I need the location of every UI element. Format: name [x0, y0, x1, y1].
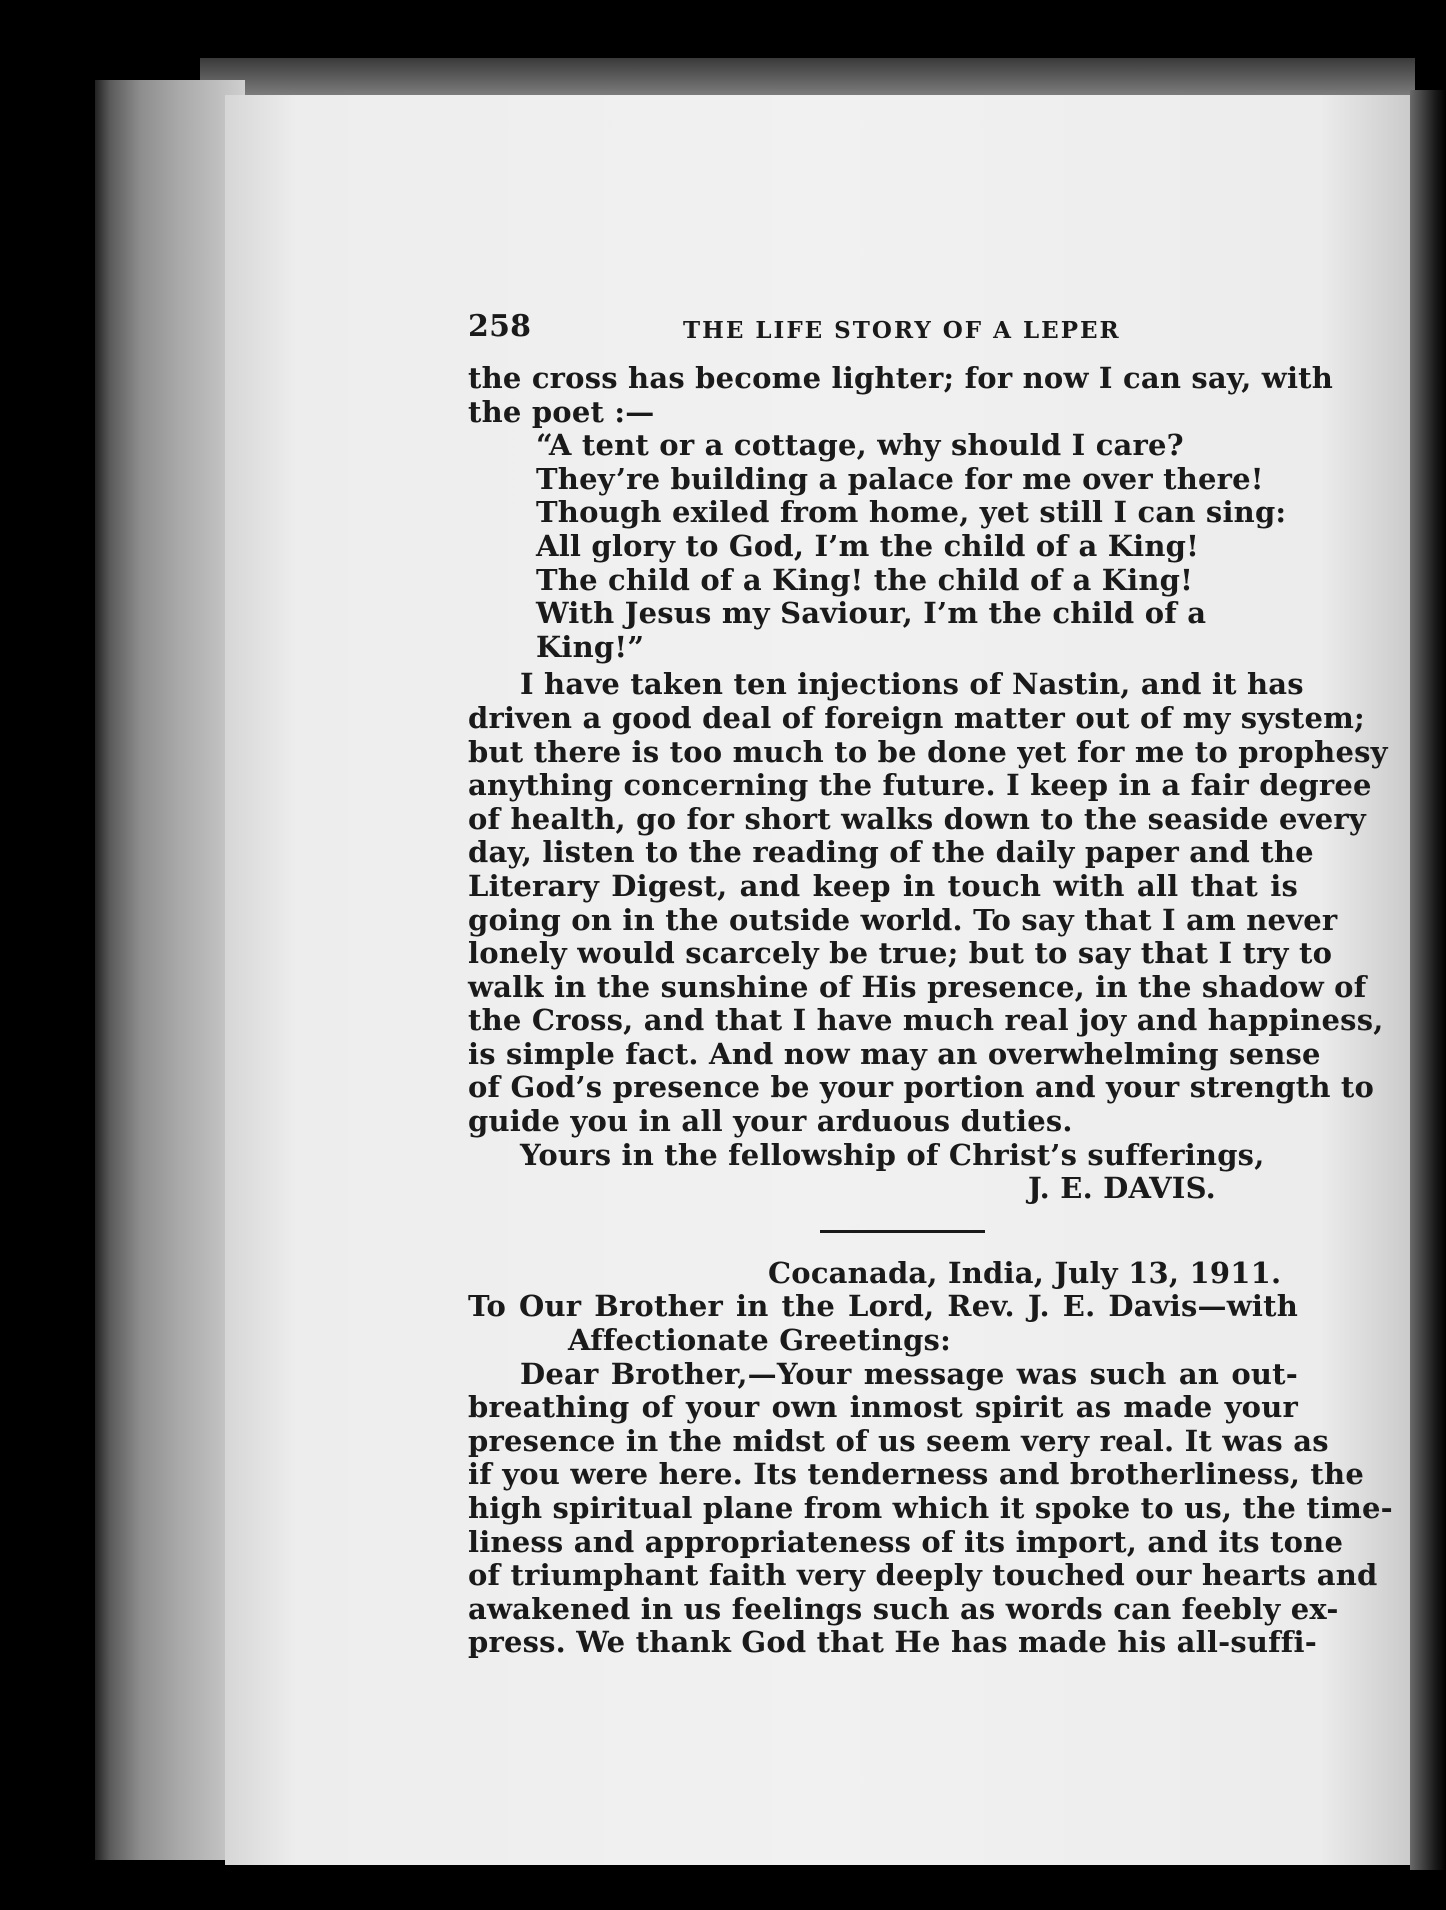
text-line: presence in the midst of us seem very real. It was as — [468, 1423, 1329, 1458]
text-line: is simple fact. And now may an overwhelming sense — [468, 1036, 1321, 1071]
letter-paragraph-2 — [468, 1356, 1393, 1660]
page-text — [468, 309, 1393, 1660]
poem-line: All glory to God, I’m the child of a King! — [536, 528, 1200, 563]
text-line: of God’s presence be your portion and your strength to — [468, 1070, 1375, 1105]
poem-line: With Jesus my Saviour, I’m the child of a King!” — [536, 596, 1207, 664]
text-line: of health, go for short walks down to the seaside every — [468, 801, 1366, 836]
poem-line: They’re building a palace for me over there! — [536, 461, 1264, 496]
text-line: Literary Digest, and keep in touch with all that is — [468, 868, 1298, 903]
text-line: guide you in all your arduous duties. — [468, 1104, 1073, 1139]
dateline: Cocanada, India, July 13, 1911. — [768, 1255, 1282, 1290]
poem-line: The child of a King! the child of a King! — [536, 562, 1194, 597]
address-line: Affectionate Greetings: — [568, 1323, 951, 1358]
intro-lines — [468, 361, 1334, 429]
text-line: awakened in us feelings such as words can feebly ex- — [468, 1591, 1339, 1626]
poem-line: “A tent or a cottage, why should I care? — [536, 428, 1184, 463]
text-line: breathing of your own inmost spirit as made your — [468, 1390, 1298, 1425]
letter-paragraph-1 — [468, 667, 1388, 1139]
page-stack-left-edge — [95, 80, 245, 1860]
text-line: I have taken ten injections of Nastin, and it has — [520, 667, 1304, 702]
running-title: THE LIFE STORY OF A LEPER — [683, 317, 1121, 344]
section-divider — [820, 1230, 985, 1233]
text-line: driven a good deal of foreign matter out of my system; — [468, 700, 1365, 735]
text-line: but there is too much to be done yet for me to prophesy — [468, 734, 1388, 769]
poem-line: Though exiled from home, yet still I can sing: — [536, 495, 1287, 530]
text-line: liness and appropriateness of its import, and its tone — [468, 1524, 1344, 1559]
text-line: the cross has become lighter; for now I can say, with — [468, 361, 1334, 395]
text-line: Dear Brother,—Your message was such an out- — [520, 1356, 1298, 1391]
running-header — [468, 310, 1298, 350]
text-line: going on in the outside world. To say that I am never — [468, 902, 1338, 937]
text-line: the poet :— — [468, 394, 655, 429]
text-line: day, listen to the reading of the daily paper and the — [468, 835, 1314, 870]
address-line: To Our Brother in the Lord, Rev. J. E. Davis—with — [468, 1289, 1298, 1324]
page-number: 258 — [468, 309, 532, 344]
poem — [468, 429, 1298, 664]
binding-shadow — [1410, 90, 1446, 1870]
closing: Yours in the fellowship of Christ’s sufferings, — [520, 1137, 1265, 1172]
text-line: anything concerning the future. I keep in a fair degree — [468, 768, 1372, 803]
text-line: if you were here. Its tenderness and brotherliness, the — [468, 1457, 1364, 1492]
text-line: press. We thank God that He has made his all-suffi- — [468, 1625, 1317, 1660]
signature: J. E. DAVIS. — [1028, 1171, 1216, 1206]
text-line: high spiritual plane from which it spoke to us, the time- — [468, 1491, 1393, 1525]
text-line: the Cross, and that I have much real joy and happiness, — [468, 1003, 1384, 1038]
text-line: of triumphant faith very deeply touched our hearts and — [468, 1558, 1378, 1593]
text-line: lonely would scarcely be true; but to say that I try to — [468, 936, 1333, 971]
text-line: walk in the sunshine of His presence, in the shadow of — [468, 969, 1367, 1004]
